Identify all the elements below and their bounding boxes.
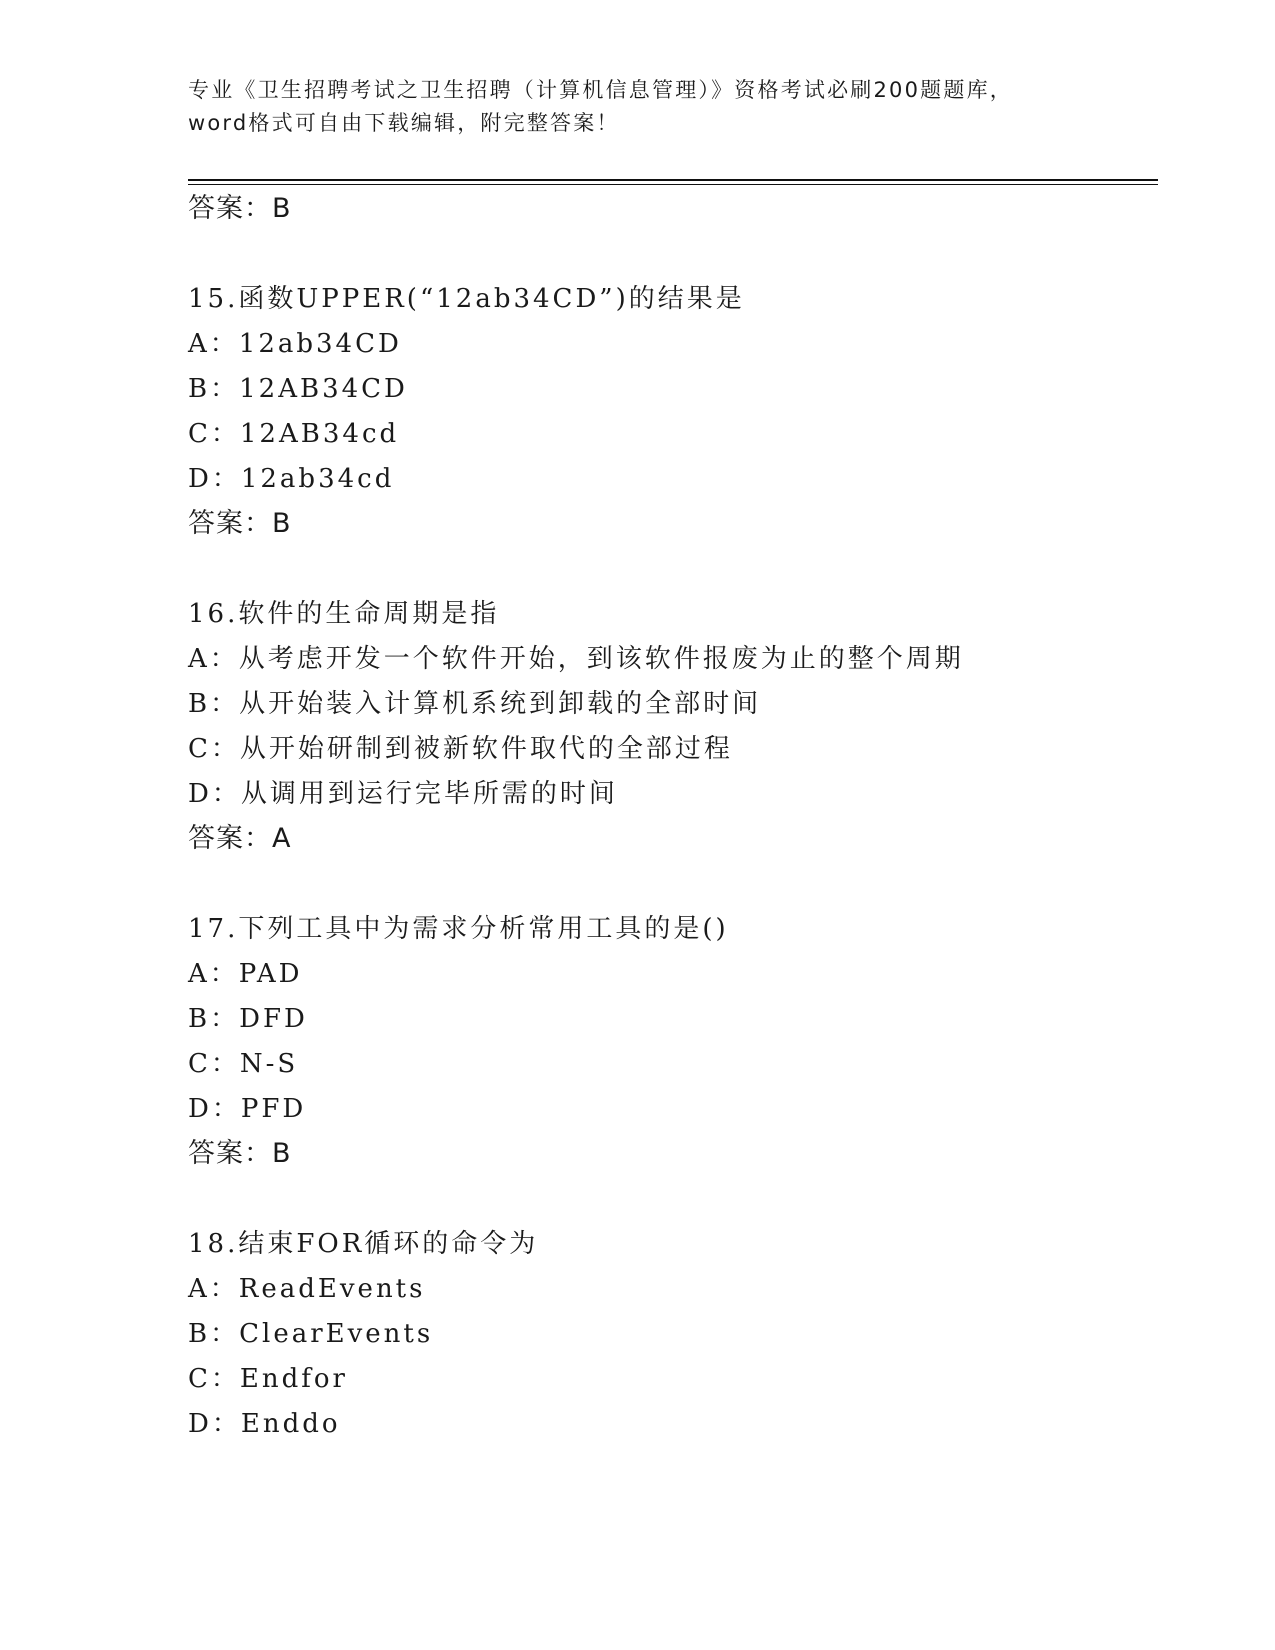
question-option: B：ClearEvents bbox=[188, 1319, 434, 1349]
question-option: C：从开始研制到被新软件取代的全部过程 bbox=[188, 734, 733, 764]
question-option: A：PAD bbox=[188, 959, 303, 989]
question-option: C：Endfor bbox=[188, 1364, 348, 1394]
header-line-1: 专业《卫生招聘考试之卫生招聘（计算机信息管理）》资格考试必刷200题题库， bbox=[188, 78, 1013, 102]
question-answer: 答案：B bbox=[188, 1138, 292, 1169]
header-line-2: word格式可自由下载编辑，附完整答案！ bbox=[188, 111, 620, 135]
question-option: D：PFD bbox=[188, 1094, 307, 1124]
question-option: A：从考虑开发一个软件开始，到该软件报废为止的整个周期 bbox=[188, 644, 964, 674]
question-option: B：12AB34CD bbox=[188, 374, 408, 404]
question-option: A：12ab34CD bbox=[188, 329, 402, 359]
question-option: D：Enddo bbox=[188, 1409, 341, 1439]
question-option: D：从调用到运行完毕所需的时间 bbox=[188, 779, 618, 809]
question-option: A：ReadEvents bbox=[188, 1274, 426, 1304]
question-option: D：12ab34cd bbox=[188, 464, 395, 494]
question-option: B：DFD bbox=[188, 1004, 308, 1034]
question-stem: 16.软件的生命周期是指 bbox=[188, 599, 500, 629]
document-header bbox=[188, 74, 1068, 140]
question-answer: 答案：B bbox=[188, 508, 292, 539]
question-answer: 答案：A bbox=[188, 823, 292, 854]
previous-answer: 答案：B bbox=[188, 193, 292, 224]
question-option: C：N-S bbox=[188, 1049, 299, 1079]
question-option: C：12AB34cd bbox=[188, 419, 400, 449]
question-stem: 17.下列工具中为需求分析常用工具的是() bbox=[188, 914, 729, 944]
question-option: B：从开始装入计算机系统到卸载的全部时间 bbox=[188, 689, 762, 719]
question-stem: 18.结束FOR循环的命令为 bbox=[188, 1229, 539, 1259]
header-divider-thin bbox=[188, 184, 1158, 185]
header-divider-thick bbox=[188, 179, 1158, 181]
question-stem: 15.函数UPPER(“12ab34CD”)的结果是 bbox=[188, 284, 745, 314]
